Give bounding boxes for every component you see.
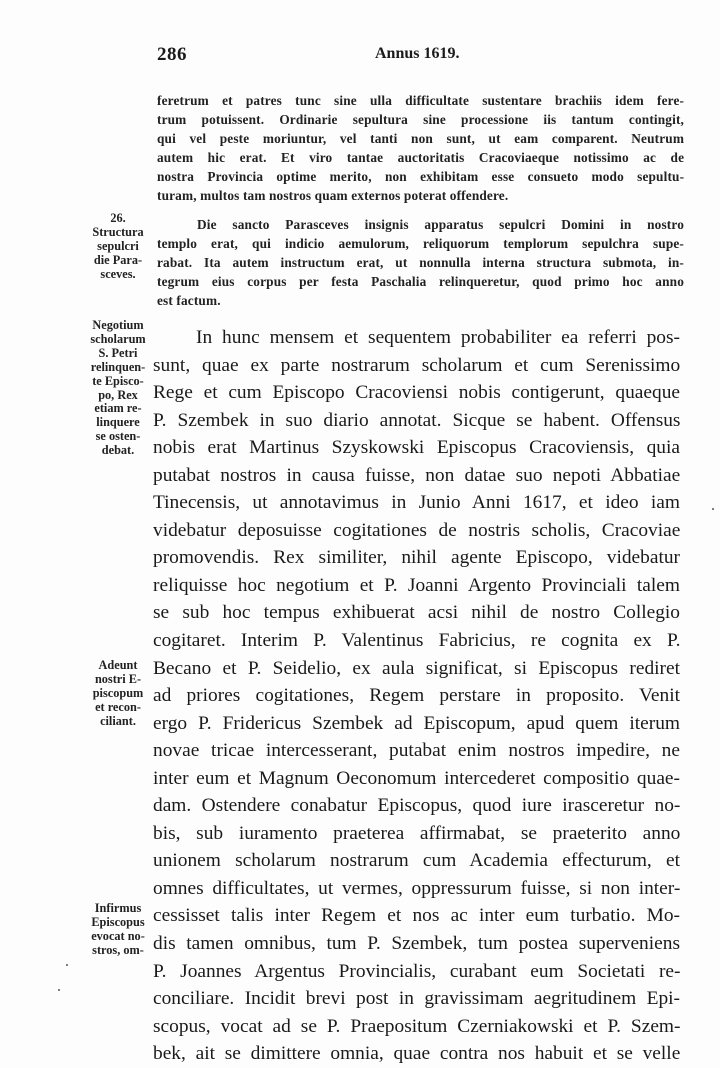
page-number: 286 [157,44,187,65]
margin-note-line: nostri E- [94,671,142,686]
margin-note-line: sepulcri [97,238,139,253]
margin-note-negotium [82,319,154,458]
text-line: ad priores cogitationes, Regem perstare in proposito. Venit [153,685,680,707]
text-line: novae tricae intercesserant, putabat enim nostros impedire, ne [153,740,680,762]
text-line: bis, sub iuramento praeterea affirmabat, se praeterito anno [153,822,681,844]
margin-note-line: scholarum [90,331,146,346]
margin-note-line: Infirmus [94,901,142,915]
text-line: autem hic erat. Et viro tantae auctoritatis Cracoviaeque notissimo ac de [157,150,685,166]
text-line: nostra Provincia optime merito, non exhibitam esse consueto modo sepultu- [157,169,685,185]
text-line: P. Szembek in suo diario annotat. Sicque se habent. Offensus [153,409,681,431]
margin-note-line: relinquen- [90,359,146,374]
running-head: Annus 1619. [375,45,460,62]
margin-note-line: po, Rex [98,387,138,402]
text-line: scopus, vocat ad se P. Praepositum Czerniakowski et P. Szem- [153,1015,681,1037]
text-line: dam. Ostendere conabatur Episcopus, quod iure irasceretur no- [153,795,681,817]
text-line: rabat. Ita autem instructum erat, ut nonnulla interna structura submota, in- [157,255,684,271]
text-line: P. Joannes Argentus Provincialis, curabant eum Societati re- [153,960,681,982]
text-line: turam, multos tam nostros quam externos poterat offendere. [157,188,509,204]
text-line: Rege et cum Episcopo Cracoviensi nobis contigerunt, quaeque [153,382,680,404]
margin-note-line: te Episco- [92,373,144,388]
margin-note-line: Adeunt [98,658,138,672]
text-line: inter eum et Magnum Oeconomum intercederet compositio quae- [153,767,680,789]
text-line: cessisset talis inter Regem et nos ac inter eum turbatio. Mo- [153,905,680,927]
text-line: se sub hoc tempus exhibuerat acsi nihil de nostro Collegio [153,602,680,624]
margin-note-adeunt [82,659,154,729]
scan-speck [66,964,68,966]
text-line: videbatur deposuisse cogitationes de nostris scholis, Cracoviae [153,519,681,541]
text-line: Tinecensis, ut annotavimus in Junio Anni 1617, et ideo iam [153,492,680,514]
margin-note-line: piscopum [92,685,144,700]
text-line: cogitaret. Interim P. Valentinus Fabricius, re cognita ex P. [153,630,681,652]
margin-note-line: se osten- [95,429,141,444]
scan-speck [58,989,60,991]
margin-note-line: et recon- [95,699,141,714]
margin-note-line: stros, om- [92,942,144,957]
text-line: conciliare. Incidit brevi post in gravissimam aegritudinem Epi- [153,988,680,1010]
text-line: templo erat, qui indicio aemulorum, reliquorum templorum sepulchra supe- [157,236,684,252]
text-line: promovendis. Rex similiter, nihil agente Episcopo, videbatur [153,547,680,569]
paragraph-block1 [157,91,684,206]
text-line: ergo P. Fridericus Szembek ad Episcopum, apud quem iterum [153,712,680,734]
text-line: dis tamen omnibus, tum P. Szembek, tum postea superveniens [153,933,680,955]
text-line: In hunc mensem et sequentem probabiliter ea referri pos- [196,327,680,348]
text-line: putabat nostros in causa fuisse, non datae suo nepoti Abbatiae [153,464,681,486]
main-paragraph [153,324,680,1068]
margin-note-line: 26. [110,211,126,225]
text-line: nobis erat Martinus Szyskowski Episcopus Cracoviensis, quia [153,437,680,459]
text-line: unionem scholarum nostrarum cum Academia effecturum, et [153,850,680,872]
text-line: Becano et P. Seidelio, ex aula significat, si Episcopus rediret [153,657,680,679]
margin-note-infirmus [82,902,154,958]
text-line: feretrum et patres tunc sine ulla difficultate sustentare brachiis idem fere- [157,93,685,108]
margin-note-line: sceves. [100,266,136,281]
text-line: Die sancto Parasceves insignis apparatus sepulcri Domini in nostro [197,217,684,232]
text-line: trum potuissent. Ordinarie sepultura sine processione iis tantum contingit, [157,112,684,128]
margin-note-line: linquere [96,415,140,430]
text-line: est factum. [157,293,221,309]
paragraph-section26 [157,215,684,310]
margin-note-line: Negotium [92,318,144,332]
margin-note-line: debat. [101,443,135,458]
text-line: tegrum eius corpus per festa Paschalia relinqueretur, quod primo hoc anno [157,274,684,290]
text-line: omnes difficultates, ut vermes, oppressurum fuisse, si non inter- [153,877,681,899]
margin-note-line: etiam re- [94,401,142,416]
page-header [157,44,687,68]
margin-note-line: ciliant. [100,713,136,728]
margin-note-26 [82,212,154,282]
text-line: reliquisse hoc negotium et P. Joanni Argento Provinciali talem [153,574,680,596]
margin-note-line: Structura [92,224,144,239]
margin-note-line: Episcopus [91,914,145,929]
margin-note-line: die Para- [93,252,143,267]
text-line: bek, ait se dimittere omnia, quae contra nos habuit et se velle [153,1043,681,1065]
scan-speck [712,508,714,510]
text-line: sunt, quae ex parte nostrarum scholarum et cum Serenissimo [153,354,681,376]
margin-note-line: evocat no- [91,928,145,943]
text-line: qui vel peste moriuntur, vel tanti non sunt, ut eam comparent. Neutrum [157,131,685,147]
margin-note-line: S. Petri [98,345,138,360]
